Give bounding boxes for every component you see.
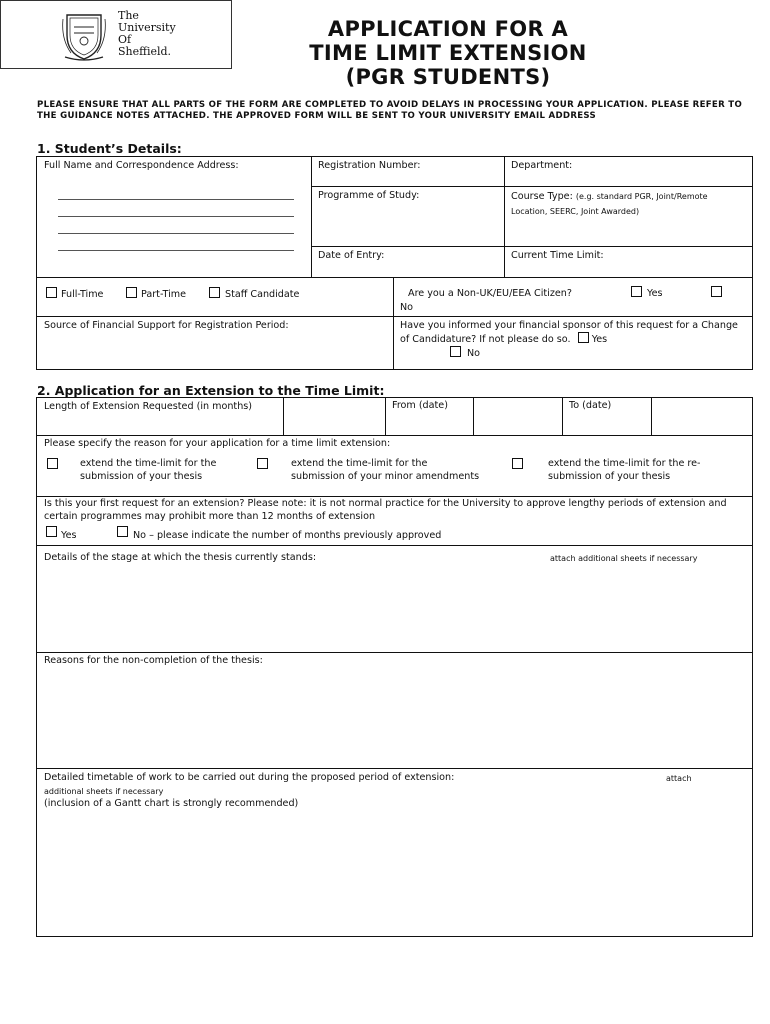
reason-thesis-checkbox[interactable] xyxy=(47,458,58,469)
timetable-field[interactable] xyxy=(37,812,752,936)
section1-heading: 1. Student’s Details: xyxy=(37,141,182,156)
course-type-label: Course Type: (e.g. standard PGR, Joint/Remote Location, SEERC, Joint Awarded) xyxy=(511,191,708,216)
first-request-no-checkbox[interactable] xyxy=(117,526,128,537)
to-date-field[interactable] xyxy=(652,398,752,434)
registration-number-label: Registration Number: xyxy=(318,160,421,171)
citizen-yes-checkbox[interactable] xyxy=(631,286,642,297)
first-request-yes-label: Yes xyxy=(61,530,77,541)
extension-length-field[interactable] xyxy=(284,398,384,434)
section2-heading: 2. Application for an Extension to the Time Limit: xyxy=(37,383,385,398)
attach-sheets-note: attach additional sheets if necessary xyxy=(550,554,698,563)
to-date-label: To (date) xyxy=(569,400,612,411)
reason-thesis-label: extend the time-limit for the submission of your thesis xyxy=(80,458,217,482)
staff-candidate-label: Staff Candidate xyxy=(225,289,300,300)
financial-support-label: Source of Financial Support for Registration Period: xyxy=(44,320,289,331)
gantt-note: (inclusion of a Gantt chart is strongly recommended) xyxy=(44,798,299,809)
thesis-stage-label: Details of the stage at which the thesis currently stands: xyxy=(44,552,317,563)
from-date-label: From (date) xyxy=(392,400,448,411)
full-time-checkbox[interactable] xyxy=(46,287,57,298)
form-title: APPLICATION FOR A TIME LIMIT EXTENSION (PGR STUDENTS) xyxy=(309,17,587,89)
full-name-label: Full Name and Correspondence Address: xyxy=(44,160,239,171)
reason-resubmission-checkbox[interactable] xyxy=(512,458,523,469)
reason-question: Please specify the reason for your application for a time limit extension: xyxy=(44,438,391,449)
timetable-label: Detailed timetable of work to be carried out during the proposed period of extension: xyxy=(44,772,455,783)
reason-minor-amendments-checkbox[interactable] xyxy=(257,458,268,469)
university-logo-box xyxy=(0,0,232,69)
address-line[interactable] xyxy=(58,250,294,251)
citizen-no-checkbox[interactable] xyxy=(711,286,722,297)
non-completion-label: Reasons for the non-completion of the thesis: xyxy=(44,655,263,666)
sponsor-no-checkbox[interactable] xyxy=(450,346,461,357)
notice-text: PLEASE ENSURE THAT ALL PARTS OF THE FORM ARE COMPLETED TO AVOID DELAYS IN PROCESSING YOUR APPLICATION. PLEASE REFER TO THE GUIDANCE NOTES ATTACHED. THE APPROVED FORM WILL BE SENT TO YOUR UNIVERSITY EMAIL ADDRESS xyxy=(37,100,743,121)
reason-resubmission-label: extend the time-limit for the re-submission of your thesis xyxy=(548,458,701,482)
first-request-question: Is this your first request for an extension? Please note: it is not normal practice for the University to approve lengthy periods of extension and certain programmes may prohibit more than 12 months of extension xyxy=(44,498,727,522)
non-completion-field[interactable] xyxy=(37,668,752,767)
date-of-entry-label: Date of Entry: xyxy=(318,250,385,261)
thesis-stage-field[interactable] xyxy=(37,565,752,651)
extension-length-label: Length of Extension Requested (in months) xyxy=(44,401,253,412)
programme-label: Programme of Study: xyxy=(318,190,420,201)
address-line[interactable] xyxy=(58,216,294,217)
from-date-field[interactable] xyxy=(474,398,561,434)
department-label: Department: xyxy=(511,160,573,171)
part-time-checkbox[interactable] xyxy=(126,287,137,298)
timetable-attach-note: attach xyxy=(666,774,692,783)
citizen-yes-label: Yes xyxy=(647,288,663,299)
staff-candidate-checkbox[interactable] xyxy=(209,287,220,298)
sponsor-yes-checkbox[interactable] xyxy=(578,332,589,343)
citizen-question: Are you a Non-UK/EU/EEA Citizen? xyxy=(408,288,572,299)
address-line[interactable] xyxy=(58,233,294,234)
reason-minor-amendments-label: extend the time-limit for the submission of your minor amendments xyxy=(291,458,480,482)
citizen-no-label: No xyxy=(400,302,414,313)
timetable-attach-note-cont: additional sheets if necessary xyxy=(44,787,164,796)
sponsor-no-label: No xyxy=(467,348,481,359)
university-name: The University Of Sheffield. xyxy=(118,9,176,58)
university-crest-icon xyxy=(61,9,107,61)
address-line[interactable] xyxy=(58,199,294,200)
sponsor-question: Have you informed your financial sponsor of this request for a Change of Candidature? If not please do so. Yes xyxy=(400,320,738,345)
part-time-label: Part-Time xyxy=(141,289,186,300)
full-time-label: Full-Time xyxy=(61,289,104,300)
first-request-no-label: No – please indicate the number of months previously approved xyxy=(133,530,442,541)
current-time-limit-label: Current Time Limit: xyxy=(511,250,604,261)
first-request-yes-checkbox[interactable] xyxy=(46,526,57,537)
